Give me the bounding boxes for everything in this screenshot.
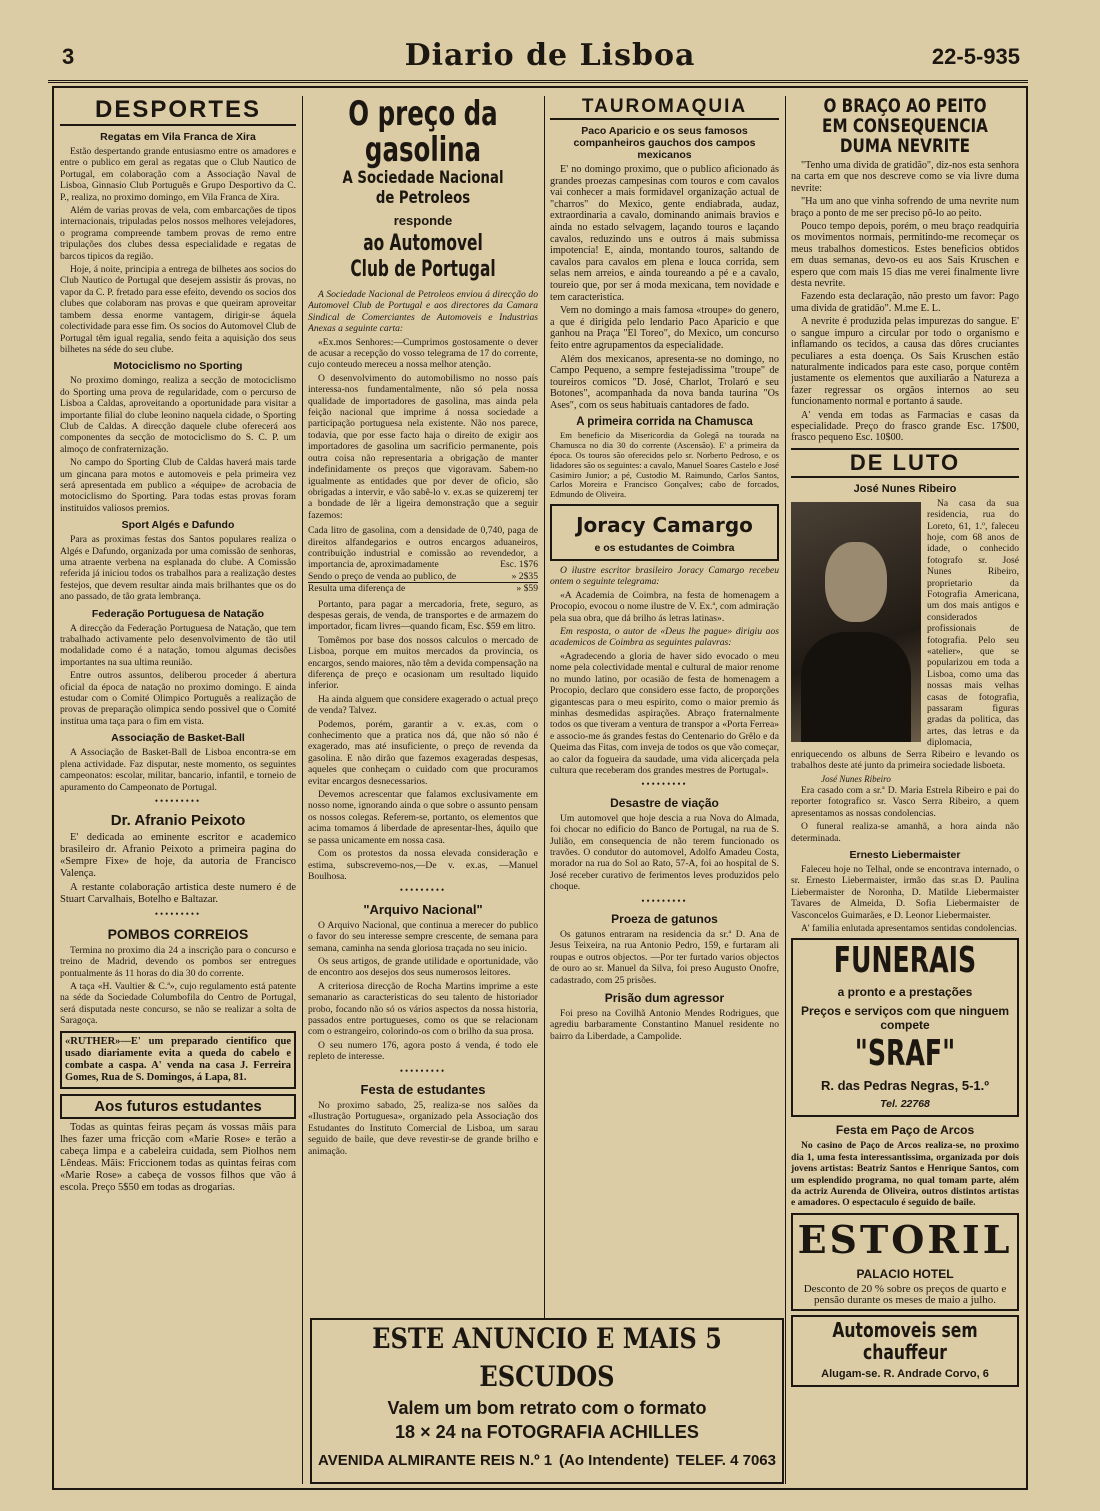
- paragraph: Ha ainda alguem que considere exagerado o actual preço de venda? Talvez.: [308, 693, 538, 717]
- price-row-value: » 2$35: [511, 570, 538, 582]
- funerais-subtitle: a pronto e a prestações: [837, 985, 973, 1000]
- article-heading: Proeza de gatunos: [611, 912, 718, 927]
- newspaper-title: Diario de Lisboa: [404, 38, 696, 73]
- paragraph: Portanto, para pagar a mercadoria, frete, seguro, as despesas gerais, de venda, de transportes e de armazem do importador, ficam livres—quando ficam, Esc. $59 em litro.: [308, 598, 538, 633]
- paragraph: Vem no domingo a mais famosa «troupe» do genero, a que é dirigida pelo lendario Paco Aparicio e que ganhou na Praça "El Toreo", do Mexico, um concurso feito entre agrupamentos da especialidade.: [550, 305, 779, 351]
- ad-footer: [312, 1444, 782, 1469]
- subheadline: responde: [393, 213, 453, 228]
- article-heading: Motociclismo no Sporting: [113, 360, 243, 373]
- paragraph: «Agradecendo a gloria de haver sido evocado o meu nome pela colectividade mental e cultural de maior renome no mundo latino, por ocasião de festa de homenagem a Procopio, declaro que considero esse facto, de proporções gigantescas para o meu espirito, como o maior premio ás minhas desmedidas aspirações. Abraço fraternalmente todos os que tiveram a ventura de transpor a «Porta Ferrea» e associo-me ás grandes festas do Centenario do Grêlo e da Queima das Fitas, com inveja de todos os que vão começar, ao calor da fogueira da saudade, uma vida alicerçada pela cultura que receberam dos grandes mestres de Portugal».: [550, 650, 779, 776]
- sraf-logo: "SRAF": [854, 1033, 956, 1075]
- article-heading: Festa em Paço de Arcos: [835, 1123, 975, 1138]
- masthead-rule: [48, 80, 1028, 83]
- paragraph: A criteriosa direcção de Rocha Martins imprime a este semanario as caracteristicas do seu talento de historiador probo, focando não só os vários aspectos da nossa historia, passados entre portugueses, como os que se relacionam com o estrangeiro, colorindo-os com o brilho da sua prosa.: [308, 980, 538, 1038]
- paragraph: O Arquivo Nacional, que continua a merecer do publico o favor do seu interesse sempre crescente, de semana para semana, caminha na senda gloriosa traçada no seu inicio.: [308, 919, 538, 954]
- paragraph: Era casado com a sr.ª D. Maria Estrela Ribeiro e pai do reporter fotografico sr. Vasco Serra Ribeiro, a quem apresentamos as nossas condolencias.: [791, 784, 1019, 819]
- paragraph: Todas as quintas feiras peçam ás vossas mãis para lhes fazer uma fricção com «Marie Rose» e terão a cabeça limpa e a cabeleira cuidada, sem Piolhos nem Lêndeas. Mãis: Friccionem todas as quintas feiras com «Marie Rose» a cabeça de vossos filhos que vão á escola. Preço 5$50 em todas as drogarias.: [60, 1121, 296, 1193]
- article-heading: Aos futuros estudantes: [60, 1094, 296, 1119]
- paragraph: A taça «H. Vaultier & C.ª», cujo regulamento está patente na séde da Sociedade Columbofila do Centro de Portugal, será disputada neste concurso, se não se realizar a solta de Saragoça.: [60, 980, 296, 1027]
- paragraph: Estão despertando grande entusiasmo entre os amadores e entre o publico em geral as regatas que o Club Nautico de Portugal, em colaboração com a Associação Naval de Lisboa, Ginnasio Club Português e Grupo Desportivo da C. P., realiza, no proximo domingo, em Vila Franca de Xira.: [60, 146, 296, 203]
- article-heading: Desastre de viação: [610, 795, 719, 810]
- column-desportes: [60, 96, 296, 1482]
- article-heading: Festa de estudantes: [360, 1082, 486, 1097]
- auto-title: Automoveis sem chauffeur: [832, 1317, 978, 1364]
- column-divider: [544, 96, 545, 1484]
- article-heading: José Nunes Ribeiro: [853, 482, 957, 495]
- paragraph: Foi preso na Covilhã Antonio Mendes Rodrigues, que agrediu barbaramente Constantino Manuel residente no bairro da Liberdade, a Campolide.: [550, 1008, 779, 1042]
- column-divider: [302, 96, 303, 1484]
- ad-address: AVENIDA ALMIRANTE REIS N.º 1: [318, 1452, 553, 1469]
- paragraph: O seu numero 176, agora posto á venda, é todo ele repleto de interesse.: [308, 1039, 538, 1063]
- estoril-subtitle: PALACIO HOTEL: [856, 1266, 954, 1281]
- ad-address-note: (Ao Intendente): [559, 1452, 670, 1469]
- ad-title: O BRAÇO AO PEITO EM CONSEQUENCIA DUMA NEVRITE: [822, 96, 988, 157]
- price-row: [308, 582, 538, 594]
- paragraph: Hoje, á noite, principia a entrega de bilhetes aos socios do Club Nautico de Portugal que desejem assistir ás provas, no vapor da C. P. fretado para esse efeito, devendo os socios dos clubes que colaboram nas provas e que queiram aproveitar tambem dessa enorme vantagem, dirigir-se áquela colectividade para esse fim. Os socios do Automovel Club de Portugal têm igual regalia, sendo feita a aquisição dos seus bilhetes na séde do seu clube.: [60, 264, 296, 355]
- separator: •••••••••: [399, 885, 447, 896]
- separator: •••••••••: [641, 895, 688, 906]
- separator: •••••••••: [641, 779, 688, 790]
- column-tauromaquia: [550, 96, 779, 1206]
- paragraph: No proximo sabado, 25, realiza-se nos salões da «Ilustração Portuguesa», organizado pela Associação dos Estudantes do Instituto Comercial de Lisboa, um sarau seguido de baile, que deve revestir-se de grande brilho e animação.: [308, 1100, 538, 1157]
- paragraph: Com os protestos da nossa elevada consideração e estima, subscrevemo-nos,—De v. ex.as, —Manuel Boulhosa.: [308, 848, 538, 882]
- subheadline: ao Automovel Club de Portugal: [350, 231, 496, 282]
- headline: O preço da gasolina: [348, 96, 498, 170]
- paragraph: E' no domingo proximo, que o publico aficionado ás grandes proezas campesinas com touros e com cavalos vai conhecer a mais formidavel organização actual de "charros" do Mexico, gente endiabrada, audaz, extraordinaria a cavalo, dominando animais bravios e ainda no estado selvagem, laçando touros e laçando cavalos, reduzindo uns e outros á mais submissa impotencia! E, ainda, montando touros, saltando de cavalos para cavalos em plena e louca corrida, sem selas nem arreios, e ainda toureando a pé e a cavalo, toureio que, por ser á moda mexicana, tem novidade e tem caracteristica.: [550, 164, 779, 303]
- article-heading: POMBOS CORREIOS: [107, 925, 249, 942]
- section-title: TAUROMAQUIA: [550, 96, 779, 120]
- paragraph: E' dedicada ao eminente escritor e academico brasileiro dr. Afranio Peixoto a primeira pagina do «Sempre Fixe» de hoje, da autoria de Francisco Valença.: [60, 832, 296, 880]
- article-heading: Sport Algés e Dafundo: [121, 519, 235, 532]
- sraf-phone: Tel. 22768: [880, 1098, 930, 1111]
- article-heading: Associação de Basket-Ball: [111, 732, 245, 745]
- price-row-label: Resulta uma diferença de: [308, 583, 406, 595]
- price-row-value: » $59: [516, 583, 538, 595]
- funerais-ad: [791, 938, 1019, 1117]
- funerais-title: FUNERAIS: [833, 940, 977, 982]
- paragraph: "Ha um ano que vinha sofrendo de uma nevrite num braço a ponto de me ser preciso pô-lo ao peito.: [791, 196, 1019, 219]
- ad-line: Valem um bom retrato com o formato: [387, 1398, 707, 1418]
- joracy-box: [550, 504, 779, 561]
- article-heading: Ernesto Liebermaister: [849, 848, 961, 861]
- subheadline: e os estudantes de Coimbra: [594, 542, 735, 555]
- price-row-label: Cada litro de gasolina, com a densidade de 0,740, paga de direitos alfandegarios e outros encargos aduaneiros, contribuição industrial e comissão ao revendedor, a importancia de, aproximadamente: [308, 525, 538, 571]
- paragraph: No proximo domingo, realiza a secção de motociclismo do Sporting uma prova de regularidade, com o percurso de Lisboa a Caldas, aproveitando a oportunidade para visitar a importante filial do clube leonino naquela cidade, o Sporting Club de Caldas. A direcção daquele clube oferecerá aos componentes da secção de motociclismo do S. C. P. um almoço de confraternização.: [60, 375, 296, 455]
- paragraph: No campo do Sporting Club de Caldas haverá mais tarde um gincana para motos e automoveis e pela primeira vez será apresentada em publico a «équipe» de acrobacia de motociclismo do Sporting. Para todas estas provas foram instituidos valiosos premios.: [60, 457, 296, 514]
- paragraph: "Tenho uma divida de gratidão", diz-nos esta senhora na carta em que nos descreve como se via livre duma nevrite:: [791, 160, 1019, 194]
- paragraph: A' venda em todas as Farmacias e casas da especialidade. Preço do frasco grande Esc. 17$00, frasco pequeno Esc. 10$00.: [791, 409, 1019, 444]
- separator: •••••••••: [154, 909, 202, 920]
- sraf-address: R. das Pedras Negras, 5-1.º: [820, 1078, 990, 1094]
- article-heading: Federação Portuguesa de Natação: [91, 607, 265, 620]
- paragraph: Um automovel que hoje descia a rua Nova do Almada, foi chocar no edificio do Banco de Portugal, na rua de S. Julião, em consequencia de não terem funcionado os travões. O condutor do automovel, Adolfo Amadeu Costa, morador na rua do Sol ao Rato, 57-A, foi ao hospital de S. José receber curativo de ferimentos leves produzidos pelo choque.: [550, 812, 779, 893]
- estoril-title: ESTORIL: [797, 1216, 1013, 1262]
- ad-line: 18 × 24 na FOTOGRAFIA ACHILLES: [395, 1422, 699, 1442]
- fotografia-achilles-ad: [310, 1318, 784, 1484]
- paragraph: Os gatunos entraram na residencia da sr.ª D. Ana de Jesus Teixeira, na rua Antonio Pedro, 159, e furtaram ali roupas e outros objectos. —Por ter furtado varios objectos de ouro ao sr. Manuel da Silva, foi preso Augusto Onofre, cadastrado, com 25 prisões.: [550, 929, 779, 986]
- portrait-coat: [801, 632, 911, 742]
- paragraph: A nevrite é produzida pelas impurezas do sangue. E' o sangue impuro a circular por todo o organismo e inflamando os tecidos, a causa das dôres cruciantes peculiares a esta doença. Os Sais Kruschen estão naturalmente indicados para este caso, porque contêm justamente os elementos que auxiliarão a Natureza a fazer regressar os orgãos internos ao seu funcionamento normal e portanto á saude.: [791, 316, 1019, 408]
- paragraph: Faleceu hoje no Telhal, onde se encontrava internado, o sr. Ernesto Liebermaister, irmão das sr.as D. Paulina Liebermaister de Noronha, D. Matilde Liebermaister Tavares de Almeida, D. Sofia Liebermaister de Vasconcelos Guimarães, e D. Leonor Liebermaister.: [791, 863, 1019, 921]
- article-heading: "Arquivo Nacional": [363, 901, 483, 917]
- paragraph: Podemos, porém, garantir a v. ex.as, com o conhecimento que a pratica nos dá, que não só não é exagerado, mas até insuficiente, o preço de revenda da gasolina. E não dirão que fazemos exageradas despesas, aqueles que conheçam o cuidado com que procuramos evitar encargos desnecessarios.: [308, 718, 538, 787]
- price-row: [308, 525, 538, 571]
- section-title: DE LUTO: [791, 448, 1019, 478]
- column-nevrite: [791, 96, 1019, 1484]
- estoril-text: Desconto de 20 % sobre os preços de quarto e pensão durante os meses de maio a julho.: [803, 1282, 1007, 1307]
- paragraph: O desenvolvimento do automobilismo no nosso país interessa-nos fundamentalmente, não só pela nossa qualidade de importadores de gasolina, mas ainda pela feição nacional que imprime á nossa sociedade a participação portuguesa nela existente. Não nos parece, todavia, que por esse facto haja o direito de exigir aos importadores de gasolina um sacrificio permanente, pois outra coisa não representaria a obrigação de manter indefinidamente os preços que vigoravam. Sabem-no igualmente as entidades que por dever de oficio, são obrigadas a intervir, e vão sabê-lo v. ex.as se quizeremj ter a bondade de lêr a ligeira demonstração que a seguir fazemos:: [308, 372, 538, 521]
- photo-caption: José Nunes Ribeiro: [821, 773, 891, 784]
- paragraph: O ilustre escritor brasileiro Joracy Camargo recebeu ontem o seguinte telegrama:: [550, 565, 779, 588]
- issue-date: 22-5-935: [931, 44, 1020, 69]
- paragraph: A' familia enlutada apresentamos sentidas condolencias.: [801, 922, 1017, 934]
- article-heading: A primeira corrida na Chamusca: [576, 416, 753, 429]
- paragraph: Fazendo esta declaração, não presto um favor: Pago uma divida de gratidão". M.me E. L.: [791, 291, 1019, 314]
- paragraph: A direcção da Federação Portuguesa de Natação, que tem trabalhado activamente pelo desenvolvimento de tão util modalidade como é a natação, tomou algumas decisões importantes na sua ultima reunião.: [60, 622, 296, 668]
- paragraph: Para as proximas festas dos Santos populares realiza o Algés e Dafundo, organizada por uma comissão de senhoras, uma atraente verbena na esplanada do clube. A Comissão referida já iniciou todos os trabalhos para a realização destes festejos, que devem resultar ainda mais brilhantes que os do ano passado, de tão grata lembrança.: [60, 534, 296, 603]
- separator: •••••••••: [399, 1065, 447, 1076]
- paragraph: A Associação de Basket-Ball de Lisboa encontra-se em plena actividade. Faz disputar, neste momento, os seguintes campeonatos: escolar, militar, bancario, infantil, e torneio de apuramento do Campeonato de Portugal.: [60, 747, 296, 793]
- column-divider: [785, 96, 786, 1484]
- paragraph: Além de varias provas de vela, com embarcações de tipos internacionais, tripuladas pelos nossos melhores velejadores, o programa compreende tambem provas de remo entre tripulações dos clubes dessa especialidade e regatas de barcos tipicos da região.: [60, 205, 296, 262]
- page-number: 3: [62, 44, 75, 69]
- article-heading: Paco Aparicio e os seus famosos companheiros gauchos dos campos mexicanos: [573, 125, 756, 161]
- paragraph: Além dos mexicanos, apresenta-se no domingo, no Campo Pequeno, a sempre festejadissima "troupe" de toureiros comicos "D. José, Charlot, Trolaró e seu Botones", acompanhada da nova banda taurina "Os Ases", com os seus habituais cantadores de fado.: [550, 353, 779, 411]
- article-heading: Prisão dum agressor: [604, 991, 725, 1006]
- paragraph: Pouco tempo depois, porém, o meu braço readquiria os movimentos normais, permitindo-me recomeçar os meus trabalhos domesticos. Estes beneficios obtidos em duas semanas, devo-os eu aos Sais Kruschen e espero que com mais 15 dias me verei finalmente livre desta nevrite.: [791, 221, 1019, 290]
- paragraph: Termina no proximo dia 24 a inscrição para o concurso e treino de Madrid, devendo os pombos ser entregues pontualmente ás 11 horas do dia 30 do corrente.: [60, 944, 296, 979]
- paragraph: Na casa da sua residencia, rua do Loreto, 61, 1.º, faleceu hoje, com 68 anos de idade, o conhecido fotografo sr. José Nunes Ribeiro, proprietario da Fotografia Americana, um dos mais antigos e considerados profissionais de fotografia. Pelo seu «atelier», que se popularizou em toda a Lisboa, como uma das nossas mais velhas casas de fotografia, passaram figuras gradas da politica, das artes, das letras e da diplomacia, enriquecendo os albuns de Serra Ribeiro e levando os trabalhos deste até junto da primeira sociedade lisboeta.: [791, 497, 1019, 772]
- auto-ad: [791, 1315, 1019, 1387]
- masthead: [0, 40, 1100, 76]
- ruther-ad: «RUTHER»—E' um preparado cientifico que usado diariamente evita a queda do cabelo e combate a caspa. A' venda na casa J. Ferreira Gomes, Rua de S. Domingos, á Lapa, 81.: [60, 1031, 296, 1089]
- paragraph: A restante colaboração artistica deste numero é de Stuart Carvalhais, Botelho e Baltazar.: [60, 882, 296, 906]
- paragraph: Em resposta, o autor de «Deus lhe pague» dirigiu aos academicos de Coimbra as seguintes palavras:: [550, 626, 779, 649]
- estoril-ad: [791, 1213, 1019, 1311]
- paragraph: No casino de Paço de Arcos realiza-se, no proximo dia 1, uma festa interessantissima, organizada por dois jovens artistas: Beatriz Santos e Henrique Santos, com um esplendido programa, no qual tomam parte, além da actriz Aurenda de Oliveira, outros distintos artistas e amadores. O espectaculo é seguido de baile.: [791, 1140, 1019, 1209]
- ad-headline: ESTE ANUNCIO E MAIS 5 ESCUDOS: [372, 1322, 722, 1393]
- paragraph: Entre outros assuntos, deliberou proceder á abertura oficial da época de natação no proximo domingo. E ainda estudar com o Comité Olimpico Português a realização de provas de preparação olimpica sendo possivel que o Comité institua uma taça para o fim em vista.: [60, 670, 296, 727]
- paragraph: «Ex.mos Senhores:—Cumprimos gostosamente o dever de acusar a recepção do vosso telegrama de 17 do corrente, cujo conteudo mereceu a nossa melhor atenção.: [308, 336, 538, 371]
- price-row-value: Esc. 1$76: [500, 559, 538, 571]
- portrait-photo: [791, 502, 921, 742]
- paragraph: O funeral realiza-se amanhã, a hora ainda não determinada.: [791, 821, 1019, 844]
- price-row: [308, 571, 538, 582]
- price-table: [308, 525, 538, 594]
- paragraph: Os seus artigos, de grande utilidade e oportunidade, vão de encontro aos desejos dos seus numerosos leitores.: [308, 955, 538, 979]
- funerais-line: Preços e serviços com que ninguem compete: [800, 1004, 1010, 1033]
- article-heading: Dr. Afranio Peixoto: [110, 812, 246, 830]
- column-gasolina: [308, 96, 538, 1206]
- paragraph: «A Academia de Coimbra, na festa de homenagem a Procopio, evocou o nome ilustre de V. Ex.ª, com admiração pela sua obra, que dá brilho ás letras latinas».: [550, 589, 779, 624]
- section-title: DESPORTES: [60, 96, 296, 126]
- price-row-label: Sendo o preço de venda ao publico, de: [308, 570, 457, 582]
- paragraph: Devemos acrescentar que falamos exclusivamente em nosso nome, ignorando ainda o que sobre o assunto pensam os nossos colegas. Referem-se, portanto, os elementos que acima tomamos á liberdade de apresentar-lhes, áquilo que se passa unicamente em nossa casa.: [308, 789, 538, 846]
- subheadline: A Sociedade Nacional de Petroleos: [342, 168, 504, 208]
- paragraph: A Sociedade Nacional de Petroleos enviou á direcção do Automovel Club de Portugal e aos directores da Camara Sindical de Comerciantes de Automoveis e Industrias Anexas a seguinte carta:: [308, 289, 538, 335]
- ad-phone: TELEF. 4 7063: [675, 1452, 776, 1469]
- paragraph: Em beneficio da Misericordia da Golegã na tourada na Chamusca no dia 30 do corrente (Ascensão). E' a primeira da época. Os touros são oferecidos pelo sr. Norberto Pedroso, e os lidadores são os seguintes: a cavalo, Manuel Soares Castelo e José Casimiro Junior; a pé, Custodio M. Raimundo, Carlos Santos, Carlos Moreira e Francisco Gonçalves; cabo de forcados, Edmundo de Oliveira.: [550, 430, 779, 500]
- auto-address: Alugam-se. R. Andrade Corvo, 6: [821, 1367, 989, 1380]
- separator: •••••••••: [154, 795, 202, 806]
- paragraph: Tomêmos por base dos nossos calculos o mercado de Lisboa, porque em muitos mercados da provincia, os encargos, sendo maiores, não têm a devida compensação na diferença de preço e ocasionam um resultado liquido inferior.: [308, 634, 538, 692]
- article-heading: Joracy Camargo: [576, 513, 753, 538]
- portrait-face: [825, 542, 887, 622]
- article-heading: Regatas em Vila Franca de Xira: [100, 131, 256, 143]
